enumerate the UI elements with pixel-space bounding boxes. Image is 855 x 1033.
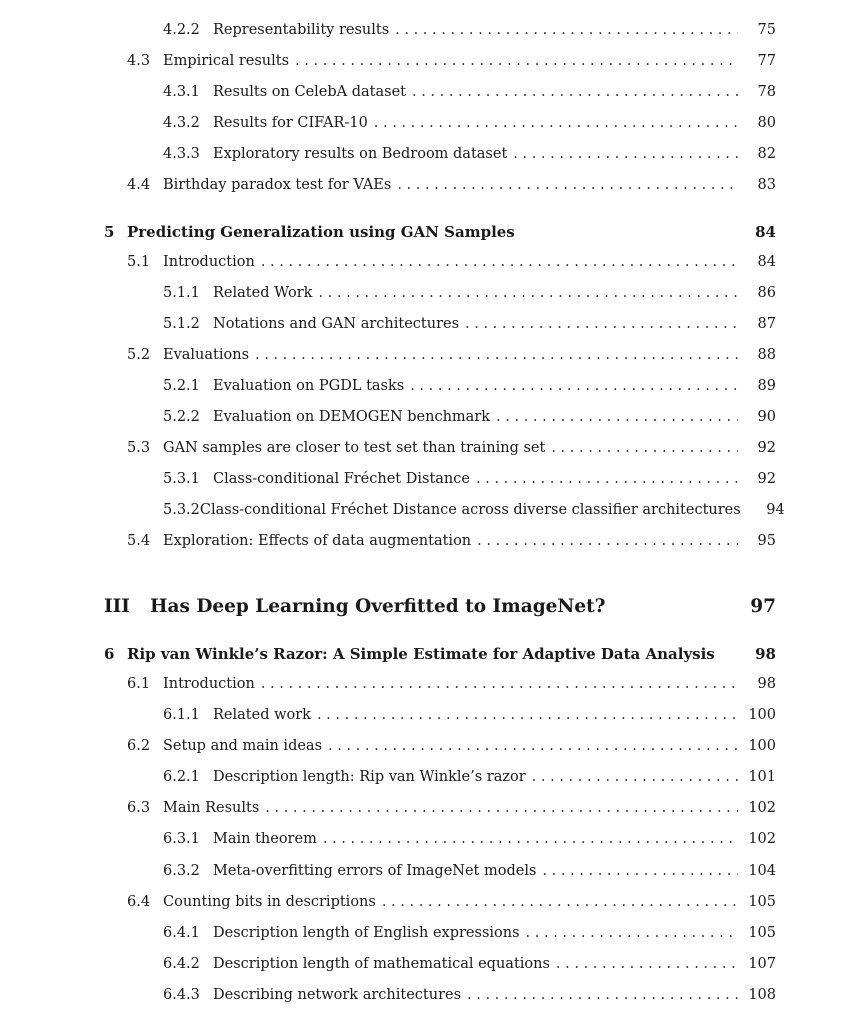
toc-entry[interactable] [127, 676, 776, 692]
toc-entry-title: Class-conditional Fréchet Distance [213, 471, 470, 487]
toc-entry-title: Birthday paradox test for VAEs [163, 177, 392, 193]
toc-entry-page: 92 [757, 471, 776, 487]
toc-entry-page: 84 [757, 254, 776, 270]
toc-entry[interactable] [163, 987, 776, 1003]
toc-entry[interactable] [163, 115, 776, 131]
toc-entry-page: 108 [748, 987, 776, 1003]
toc-entry[interactable] [127, 254, 776, 270]
toc-entry-page: 88 [757, 347, 776, 363]
toc-entry[interactable] [127, 894, 776, 910]
toc-entry-page: 89 [757, 378, 776, 394]
toc-entry[interactable] [163, 84, 776, 100]
toc-entry-title: Empirical results [163, 53, 290, 69]
toc-entry-number: 5.3 [127, 440, 151, 456]
toc-entry[interactable] [163, 925, 776, 941]
toc-entry-number: 6.1.1 [163, 707, 200, 723]
toc-entry-title: Main Results [163, 800, 260, 816]
toc-entry[interactable] [127, 53, 776, 69]
toc-entry-title: Describing network architectures [213, 987, 462, 1003]
toc-entry-number: 4.3 [127, 53, 151, 69]
toc-leader-dots [532, 769, 738, 785]
toc-entry-page: 100 [748, 738, 776, 754]
toc-part[interactable] [104, 596, 776, 617]
toc-leader-dots [265, 800, 738, 816]
toc-entry-number: 5.3.2 [163, 502, 200, 518]
toc-entry-number: 6.4 [127, 894, 151, 910]
toc-entry-title: Representability results [213, 22, 390, 38]
toc-entry-page: 86 [757, 285, 776, 301]
toc-entry-page: 107 [748, 956, 776, 972]
toc-entry[interactable] [163, 378, 776, 394]
toc-entry-title: Description length of mathematical equations [213, 956, 550, 972]
toc-entry-number: 5.1 [127, 254, 151, 270]
toc-entry-title: Meta-overfitting errors of ImageNet models [213, 863, 537, 879]
toc-leader-dots [395, 22, 738, 38]
toc-entry-title: Evaluation on DEMOGEN benchmark [213, 409, 491, 425]
toc-entry-title: Description length of English expressions [213, 925, 520, 941]
toc-entry[interactable] [163, 471, 776, 487]
toc-entry-number: 5.4 [127, 533, 151, 549]
toc-entry-title: Description length: Rip van Winkle’s razor [213, 769, 526, 785]
toc-entry-number: 5.2.2 [163, 409, 200, 425]
toc-leader-dots [477, 533, 738, 549]
toc-entry-title: Setup and main ideas [163, 738, 323, 754]
toc-entry[interactable] [163, 956, 776, 972]
toc-entry-page: 102 [748, 831, 776, 847]
toc-entry-page: 105 [748, 894, 776, 910]
toc-leader-dots [412, 84, 738, 100]
toc-entry-title: Counting bits in descriptions [163, 894, 376, 910]
toc-entry-number: 6 [104, 645, 115, 663]
toc-leader-dots [496, 409, 738, 425]
toc-entry-number: 4.3.1 [163, 84, 200, 100]
toc-entry[interactable] [163, 863, 776, 879]
toc-leader-dots [374, 115, 738, 131]
toc-chapter[interactable] [104, 645, 776, 663]
toc-entry-title: Rip van Winkle’s Razor: A Simple Estimate for Adaptive Data Analysis [127, 645, 715, 663]
toc-entry-page: 77 [757, 53, 776, 69]
toc-entry-page: 105 [748, 925, 776, 941]
toc-leader-dots [542, 863, 738, 879]
toc-entry-number: 5.1.1 [163, 285, 200, 301]
toc-entry-page: 82 [757, 146, 776, 162]
toc-leader-dots [467, 987, 738, 1003]
toc-entry[interactable] [163, 831, 776, 847]
toc-leader-dots [551, 440, 738, 456]
toc-leader-dots [513, 146, 738, 162]
toc-entry-number: 4.3.2 [163, 115, 200, 131]
toc-leader-dots [526, 925, 738, 941]
toc-entry[interactable] [163, 285, 776, 301]
toc-entry[interactable] [163, 316, 776, 332]
toc-entry-page: 90 [757, 409, 776, 425]
toc-entry-page: 80 [757, 115, 776, 131]
toc-entry[interactable] [163, 707, 776, 723]
toc-leader-dots [261, 254, 738, 270]
toc-entry-page: 87 [757, 316, 776, 332]
toc-entry-title: Related Work [213, 285, 313, 301]
toc-entry-page: 78 [757, 84, 776, 100]
toc-entry-number: 5.1.2 [163, 316, 200, 332]
toc-leader-dots [255, 347, 738, 363]
toc-entry[interactable] [163, 409, 776, 425]
toc-entry-page: 100 [748, 707, 776, 723]
toc-entry-number: 5.2.1 [163, 378, 200, 394]
toc-entry-page: 97 [750, 596, 776, 617]
toc-entry-page: 102 [748, 800, 776, 816]
toc-entry-title: Introduction [163, 676, 255, 692]
toc-leader-dots [410, 378, 738, 394]
toc-entry-title: Related work [213, 707, 311, 723]
toc-entry-number: 4.2.2 [163, 22, 200, 38]
toc-entry-number: 4.4 [127, 177, 151, 193]
toc-entry[interactable] [127, 533, 776, 549]
toc-entry-title: Notations and GAN architectures [213, 316, 460, 332]
toc-entry-number: 6.3.2 [163, 863, 200, 879]
toc-entry[interactable] [127, 177, 776, 193]
toc-entry-page: 104 [748, 863, 776, 879]
toc-entry-number: 6.1 [127, 676, 151, 692]
toc-entry-number: 6.4.1 [163, 925, 200, 941]
toc-entry-number: 5.2 [127, 347, 151, 363]
toc-entry-title: Predicting Generalization using GAN Samples [127, 223, 515, 241]
toc-entry-number: 4.3.3 [163, 146, 200, 162]
toc-entry-title: Exploration: Effects of data augmentation [163, 533, 472, 549]
toc-entry-title: Evaluation on PGDL tasks [213, 378, 405, 394]
toc-leader-dots [397, 177, 738, 193]
toc-entry-title: Results on CelebA dataset [213, 84, 406, 100]
toc-entry[interactable] [127, 738, 776, 754]
toc-entry-number: 6.2.1 [163, 769, 200, 785]
toc-entry-page: 98 [755, 645, 776, 663]
toc-entry[interactable] [127, 347, 776, 363]
toc-entry-number: 5 [104, 223, 115, 241]
toc-entry[interactable] [163, 769, 776, 785]
toc-entry-title: Evaluations [163, 347, 250, 363]
toc-leader-dots [317, 707, 738, 723]
toc-chapter[interactable] [104, 223, 776, 241]
toc-entry-page: 92 [757, 440, 776, 456]
toc-leader-dots [323, 831, 738, 847]
toc-entry-page: 94 [766, 502, 785, 518]
toc-leader-dots [476, 471, 738, 487]
toc-leader-dots [382, 894, 738, 910]
toc-entry-number: III [104, 596, 130, 617]
toc-entry-page: 98 [757, 676, 776, 692]
toc-leader-dots [295, 53, 738, 69]
toc-leader-dots [261, 676, 738, 692]
toc-entry[interactable] [163, 22, 776, 38]
toc-leader-dots [328, 738, 738, 754]
toc-entry-number: 6.2 [127, 738, 151, 754]
toc-entry-page: 95 [757, 533, 776, 549]
toc-entry-title: Exploratory results on Bedroom dataset [213, 146, 508, 162]
toc-entry[interactable] [127, 800, 776, 816]
toc-entry-number: 5.3.1 [163, 471, 200, 487]
toc-entry-page: 83 [757, 177, 776, 193]
toc-entry[interactable] [163, 146, 776, 162]
toc-leader-dots [465, 316, 738, 332]
toc-entry[interactable] [127, 440, 776, 456]
toc-entry-page: 84 [755, 223, 776, 241]
toc-entry-number: 6.3.1 [163, 831, 200, 847]
toc-entry-number: 6.3 [127, 800, 151, 816]
toc-entry-title: Introduction [163, 254, 255, 270]
toc-entry-title: Class-conditional Fréchet Distance across diverse classifier architectures [199, 502, 741, 518]
toc-entry[interactable] [163, 502, 785, 518]
toc-entry-page: 75 [757, 22, 776, 38]
toc-entry-number: 6.4.3 [163, 987, 200, 1003]
toc-entry-page: 101 [748, 769, 776, 785]
toc-leader-dots [556, 956, 738, 972]
toc-entry-title: Results for CIFAR-10 [213, 115, 368, 131]
toc-entry-title: Has Deep Learning Overfitted to ImageNet? [150, 596, 606, 617]
toc-entry-title: Main theorem [213, 831, 317, 847]
toc-entry-title: GAN samples are closer to test set than training set [163, 440, 546, 456]
toc-entry-number: 6.4.2 [163, 956, 200, 972]
toc-leader-dots [318, 285, 738, 301]
